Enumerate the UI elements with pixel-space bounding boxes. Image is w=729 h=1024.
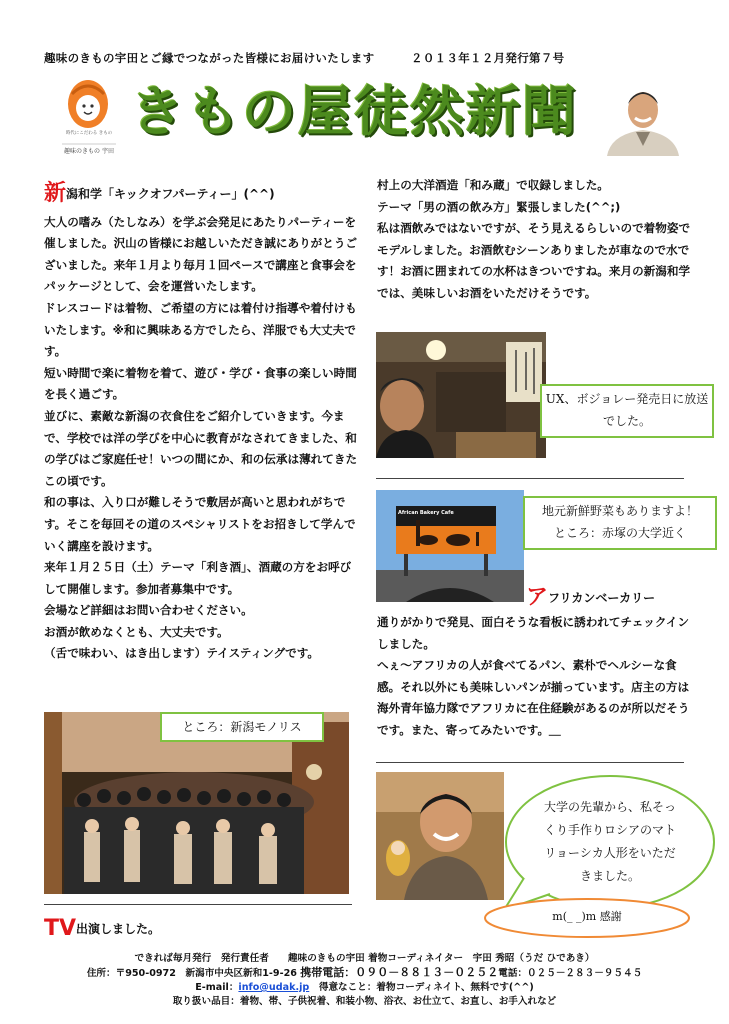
footer-items: 取り扱い品目：着物、帯、子供祝着、和装小物、浴衣、お仕立て、お直し、お手入れなど xyxy=(172,996,557,1007)
header-bar xyxy=(44,50,564,66)
shop-logo xyxy=(58,74,120,162)
kickoff-paragraph: 短い時間で楽に着物を着て、遊び・学び・食事の楽しい時間を長く過ごす。 xyxy=(44,365,357,402)
kickoff-paragraph: 来年１月２５日（土）テーマ「利き酒」、酒蔵の方をお呼びして開催します。参加者募集中です。 xyxy=(44,560,352,596)
kickoff-paragraph: お酒が飲めなくとも、大丈夫です。 xyxy=(44,624,229,639)
tv-heading-initial: TV xyxy=(44,916,77,941)
bakery-photo xyxy=(376,490,524,602)
kickoff-paragraph: 並びに、素敵な新潟の衣食住をご紹介していきます。今まで、学校では洋の学びを中心に教育がなされてきました、和の学びはご家庭任せ！いつの間にか、和の伝承は薄れてきたこの頃です。 xyxy=(44,408,358,488)
footer-email-line xyxy=(0,981,729,995)
bakery-article xyxy=(377,612,693,742)
bakery-heading xyxy=(526,580,655,611)
logo-text-top: 時代にこだわる きもの xyxy=(65,131,113,136)
bakery-sign-text: African Bakery Cafe xyxy=(398,510,454,516)
tv-heading-text: 出演しました。 xyxy=(76,922,161,936)
bakery-paragraph: へぇ～アフリカの人が食べてるパン、素朴でヘルシーな食感。それ以外にも美味しいパンが揃っています。店主の方は海外青年協力隊でアフリカに在住経験があるのが所以だそうです。また、寄ってみたいです。＿ xyxy=(377,658,690,737)
author-portrait xyxy=(603,76,683,156)
bakery-heading-text: フリカンベーカリー xyxy=(548,591,656,605)
tv-photo xyxy=(376,332,546,458)
tv-photo-caption: UX、ボジョレー発売日に放送でした。 xyxy=(540,384,714,438)
footer-mobile: 携帯電話：０９０－８８１３－０２５２ xyxy=(300,966,499,979)
thanks-bubble xyxy=(482,896,692,940)
kickoff-paragraph: 大人の嗜み（たしなみ）を学ぶ会発足にあたりパーティーを催しました。沢山の皆様にお越しいただき誠にありがとうございました。来年１月より毎月１回ペースで講座と食事会をパッケージとして、会を運営いたします。 xyxy=(44,214,358,294)
footer-publisher: できれば毎月発行 発行責任者 趣味のきもの宇田 着物コーディネイター 宇田 秀昭（うだ ひであき） xyxy=(134,953,595,964)
party-photo-caption: ところ：新潟モノリス xyxy=(160,712,324,742)
matryoshka-photo xyxy=(376,772,504,900)
email-link[interactable]: info@udak.jp xyxy=(238,982,310,993)
tv-paragraph: テーマ「男の酒の飲み方」緊張しました(^^;) xyxy=(377,199,621,214)
bakery-caption-line-2: ところ：赤塚の大学近く xyxy=(553,526,686,540)
bakery-paragraph: 通りがかりで発見、面白そうな看板に誘われてチェックインしました。 xyxy=(377,615,690,651)
bakery-caption-line-1: 地元新鮮野菜もありますよ！ xyxy=(541,504,698,518)
footer-phone: 電話：０２５－２８３－９５４５ xyxy=(498,968,643,979)
tagline: 趣味のきもの宇田とご縁でつながった皆様にお届けいたします xyxy=(44,51,375,65)
kickoff-heading-initial: 新 xyxy=(44,181,67,206)
logo-text-bottom: 趣味のきもの 宇田 xyxy=(64,148,114,155)
right-divider-2 xyxy=(376,762,684,763)
tv-article xyxy=(377,175,693,305)
issue-info: ２０１３年１２月発行第７号 xyxy=(411,51,565,65)
bakery-photo-caption xyxy=(523,496,717,550)
kickoff-paragraph: 会場など詳細はお問い合わせください。 xyxy=(44,603,253,618)
footer-specialty: 得意なこと：着物コーディネイト、無料です(^^) xyxy=(309,982,534,993)
tv-paragraph: 村上の大洋酒造「和み蔵」で収録しました。 xyxy=(377,178,609,192)
tv-heading xyxy=(44,916,160,941)
kickoff-article xyxy=(44,183,360,665)
tv-paragraph: 私は酒飲みではないですが、そう見えるらしいので着物姿でモデルしました。お酒飲むシーンありましたが車なので水です！お酒に囲まれての水杯はきついですね。来月の新潟和学では、美味しいお酒をいただけそうです。 xyxy=(377,221,691,300)
left-divider xyxy=(44,904,352,905)
speech-bubble-text: 大学の先輩から、私そっくり手作りロシアのマトリョーシカ人形をいただきました。 xyxy=(544,800,677,883)
bakery-heading-initial: ア xyxy=(526,585,549,610)
kickoff-heading-text: 潟和学「キックオフパーティー」(^^) xyxy=(66,187,275,201)
kickoff-paragraph: 和の事は、入り口が難しそうで敷居が高いと思われがちです。そこを毎回その道のスペシャリストをお招きして学んでいく講座を設けます。 xyxy=(44,495,356,553)
kickoff-paragraph: （舌で味わい、はき出します）テイスティングです。 xyxy=(44,646,320,661)
footer xyxy=(0,952,729,1009)
footer-contact xyxy=(0,966,729,981)
kickoff-heading xyxy=(44,183,360,206)
footer-address: 住所：〒950-0972 新潟市中央区新和1-9-26 xyxy=(86,968,297,979)
thanks-text: m(_ _)m 感謝 xyxy=(552,910,622,923)
footer-email-label: E-mail： xyxy=(195,982,239,993)
right-divider-1 xyxy=(376,478,684,479)
kickoff-paragraph: ドレスコードは着物、ご希望の方には着付け指導や着付けもいたします。※和に興味ある方でしたら、洋服でも大丈夫です。 xyxy=(44,300,357,359)
masthead-title: きもの屋徒然新聞 xyxy=(130,80,578,143)
